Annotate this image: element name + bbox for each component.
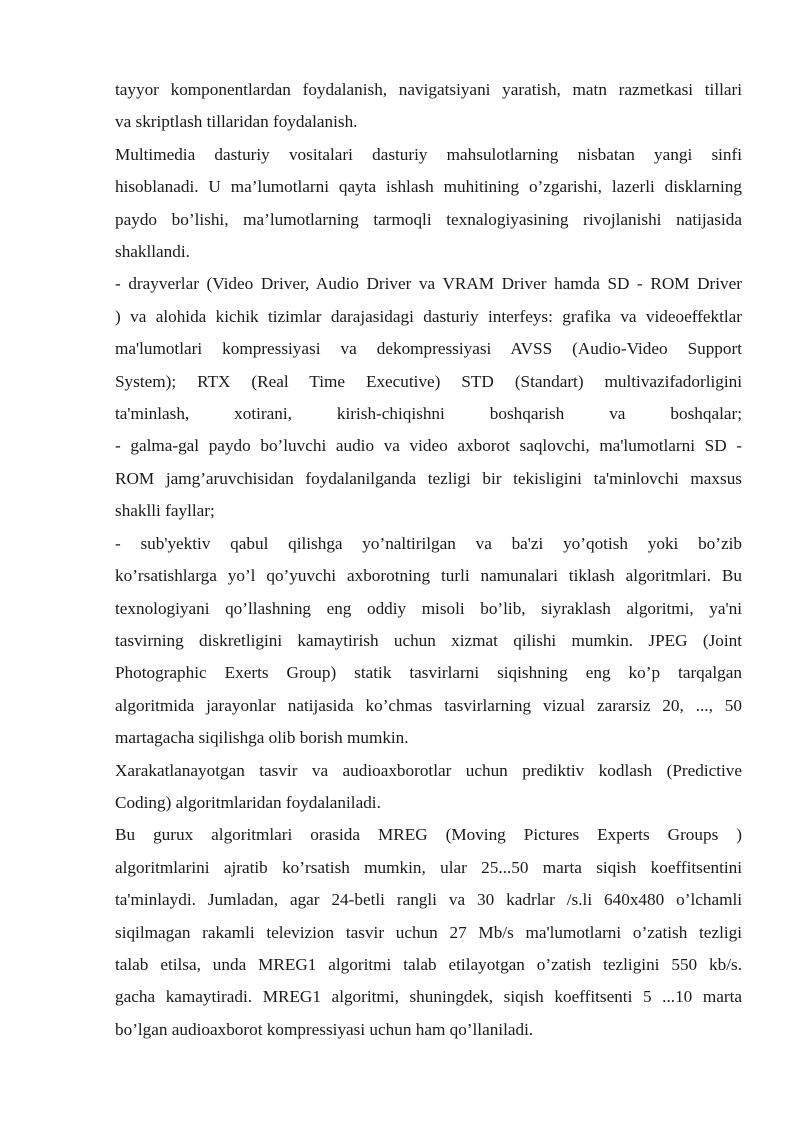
- paragraph-4: [115, 528, 742, 755]
- text-line: gacha kamaytiradi. MREG1 algoritmi, shuningdek, siqish koeffitsenti 5 ...10 marta: [115, 987, 742, 1007]
- text-line: System); RTX (Real Time Executive) STD (Standart) multivazifadorligini: [115, 371, 742, 391]
- text-line: algoritmida jarayonlar natijasida ko’chmas tasvirlarning vizual zararsiz 20, ..., 50: [115, 695, 742, 715]
- text-line: bo’lgan audioaxborot kompressiyasi uchun ham qo’llaniladi.: [115, 1019, 534, 1039]
- text-line: tayyor komponentlardan foydalanish, navigatsiyani yaratish, matn razmetkasi tillari: [115, 80, 742, 99]
- text-line: ma'lumotlari kompressiyasi va dekompressiyasi AVSS (Audio-Video Support: [115, 339, 742, 359]
- text-line: ta'minlash, xotirani, kirish-chiqishni boshqarish va boshqalar;: [115, 404, 742, 424]
- text-line: Xarakatlanayotgan tasvir va audioaxborotlar uchun prediktiv kodlash (Predictive: [115, 760, 742, 780]
- text-line: ) va alohida kichik tizimlar darajasidagi dasturiy interfeys: grafika va videoeffektlar: [115, 306, 742, 326]
- text-line: ta'minlaydi. Jumladan, agar 24-betli rangli va 30 kadrlar /s.li 640x480 o’lchamli: [115, 890, 742, 910]
- text-line: martagacha siqilishga olib borish mumkin.: [115, 728, 409, 748]
- paragraph-1: [115, 74, 742, 139]
- text-line: paydo bo’lishi, ma’lumotlarning tarmoqli texnalogiyasining rivojlanishi natijasida: [115, 209, 742, 229]
- text-line: talab etilsa, unda MREG1 algoritmi talab etilayotgan o’zatish tezligini 550 kb/s.: [115, 954, 742, 974]
- paragraph-2: [115, 139, 742, 269]
- text-line: tasvirning diskretligini kamaytirish uchun xizmat qilishi mumkin. JPEG (Joint: [115, 630, 742, 650]
- text-line: va skriptlash tillaridan foydalanish.: [115, 112, 358, 132]
- text-line: shakllandi.: [115, 242, 190, 262]
- text-line: Photographic Exerts Group) statik tasvirlarni siqishning eng ko’p tarqalgan: [115, 663, 742, 683]
- document-page: [115, 74, 742, 1046]
- text-line: - sub'yektiv qabul qilishga yo’naltirilgan va ba'zi yo’qotish yoki bo’zib: [115, 533, 742, 553]
- text-line: siqilmagan rakamli televizion tasvir uchun 27 Mb/s ma'lumotlarni o’zatish tezligi: [115, 922, 742, 942]
- text-line: Coding) algoritmlaridan foydalaniladi.: [115, 792, 381, 812]
- text-line: hisoblanadi. U ma’lumotlarni qayta ishlash muhitining o’zgarishi, lazerli disklarning: [115, 177, 742, 197]
- text-line: texnologiyani qo’llashning eng oddiy misoli bo’lib, siyraklash algoritmi, ya'ni: [115, 598, 742, 618]
- text-line: ko’rsatishlarga yo’l qo’yuvchi axborotning turli namunalari tiklash algoritmlari. Bu: [115, 566, 742, 586]
- text-line: - galma-gal paydo bo’luvchi audio va video axborot saqlovchi, ma'lumotlarni SD -: [115, 436, 742, 456]
- text-line: algoritmlarini ajratib ko’rsatish mumkin, ular 25...50 marta siqish koeffitsentini: [115, 857, 742, 877]
- paragraph-3: [115, 268, 742, 527]
- text-line: Bu gurux algoritmlari orasida MREG (Moving Pictures Experts Groups ): [115, 825, 742, 845]
- text-line: shaklli fayllar;: [115, 501, 215, 521]
- paragraph-5: [115, 755, 742, 820]
- text-line: - drayverlar (Video Driver, Audio Driver va VRAM Driver hamda SD - ROM Driver: [115, 274, 742, 294]
- text-line: Multimedia dasturiy vositalari dasturiy mahsulotlarning nisbatan yangi sinfi: [115, 144, 742, 164]
- paragraph-6: [115, 819, 742, 1046]
- text-line: ROM jamg’aruvchisidan foydalanilganda tezligi bir tekisligini ta'minlovchi maxsus: [115, 468, 742, 488]
